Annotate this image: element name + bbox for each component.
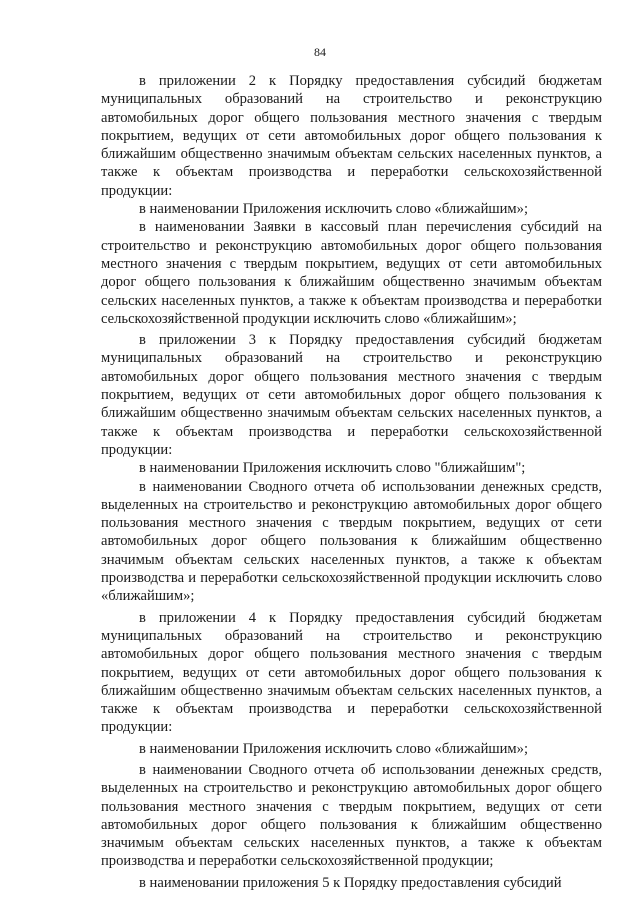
paragraph-summary-report-4: в наименовании Сводного отчета об использовании денежных средств, выделенных на строительство и реконструкцию автомобильных дорог общего пользования местного значения с твердым покрытием, ведущих от сети автомобильных дорог общего пользования к ближайшим общественно значимым объектам сельских населенных пунктов, а также к объектам производства и переработки сельскохозяйственной продукции; — [101, 761, 602, 870]
paragraph-appendix-2-title-change: в наименовании Приложения исключить слово «ближайшим»; — [139, 201, 529, 218]
paragraph-appendix-4-title-change: в наименовании Приложения исключить слово «ближайшим»; — [139, 740, 529, 757]
paragraph-summary-report-3: в наименовании Сводного отчета об использовании денежных средств, выделенных на строительство и реконструкцию автомобильных дорог общего пользования местного значения с твердым покрытием, ведущих от сети автомобильных дорог общего пользования к ближайшим общественно значимым объектам сельских населенных пунктов, а также к объектам производства и переработки сельскохозяйственной продукции исключить слово «ближайшим»; — [101, 478, 602, 605]
document-body — [101, 72, 602, 892]
paragraph-appendix-3-title-change: в наименовании Приложения исключить слово "ближайшим"; — [139, 460, 526, 477]
page-number: 84 — [314, 45, 326, 59]
paragraph-appendix-4: в приложении 4 к Порядку предоставления субсидий бюджетам муниципальных образований на строительство и реконструкцию автомобильных дорог общего пользования местного значения с твердым покрытием, ведущих от сети автомобильных дорог общего пользования к ближайшим общественно значимым объектам сельских населенных пунктов, а также к объектам производства и переработки сельскохозяйственной продукции: — [101, 609, 602, 736]
paragraph-appendix-5: в наименовании приложения 5 к Порядку предоставления субсидий — [139, 874, 562, 891]
paragraph-appendix-2: в приложении 2 к Порядку предоставления субсидий бюджетам муниципальных образований на строительство и реконструкцию автомобильных дорог общего пользования местного значения с твердым покрытием, ведущих от сети автомобильных дорог общего пользования к ближайшим общественно значимым объектам сельских населенных пунктов, а также к объектам производства и переработки сельскохозяйственной продукции: — [101, 73, 602, 199]
paragraph-application-title-change: в наименовании Заявки в кассовый план перечисления субсидий на строительство и реконструкцию автомобильных дорог общего пользования местного значения с твердым покрытием, ведущих от сети автомобильных дорог общего пользования к ближайшим общественно значимым объектам сельских населенных пунктов, а также к объектам производства и переработки сельскохозяйственной продукции исключить слово «ближайшим»; — [101, 219, 602, 327]
paragraph-appendix-3: в приложении 3 к Порядку предоставления субсидий бюджетам муниципальных образований на строительство и реконструкцию автомобильных дорог общего пользования местного значения с твердым покрытием, ведущих от сети автомобильных дорог общего пользования к ближайшим общественно значимым объектам сельских населенных пунктов, а также к объектам производства и переработки сельскохозяйственной продукции: — [101, 332, 602, 458]
